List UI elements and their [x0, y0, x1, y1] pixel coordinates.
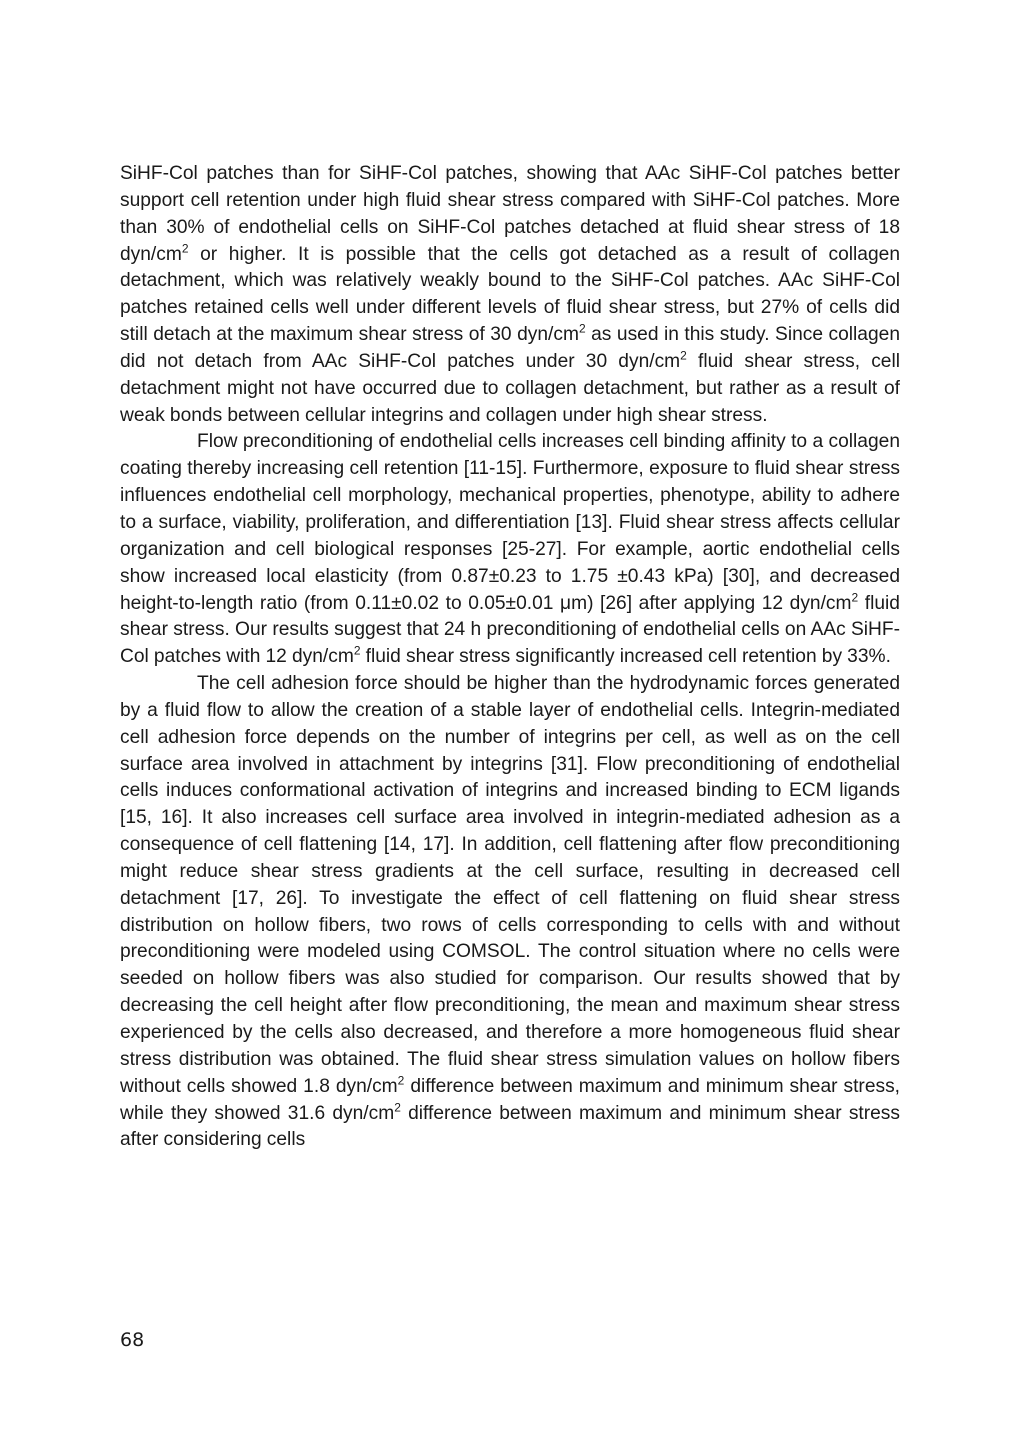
page-body [120, 161, 900, 1154]
paragraph-text: as used in this study. Since collagen did not detach from AAc SiHF-Col patches under 30 dyn/cm [120, 324, 900, 372]
paragraph-text: fluid shear stress significantly increased cell retention by 33%. [360, 646, 891, 668]
paragraph-text: difference between maximum and minimum shear stress after considering cells [120, 1102, 900, 1151]
superscript: 2 [394, 1100, 401, 1115]
paragraph-text: difference between maximum and minimum shear stress, while they showed 31.6 dyn/cm [120, 1075, 901, 1124]
paragraph-1 [120, 161, 900, 429]
paragraph-3 [120, 671, 900, 1154]
paragraph-text: SiHF-Col patches than for SiHF-Col patches, showing that AAc SiHF-Col patches better support cell retention under high fluid shear stress compared with SiHF-Col patches. More than 30% of endothelial cells on SiHF-Col patches detached at fluid shear stress of 18 dyn/cm [120, 163, 900, 265]
paragraph-text: The cell adhesion force should be higher than the hydrodynamic forces generated by a fluid flow to allow the creation of a stable layer of endothelial cells. Integrin-mediated cell adhesion force depends on the number of integrins per cell, as well as on the cell surface area involved in attachment by integrins [31]. Flow preconditioning of endothelial cells induces conformational activation of integrins and increased binding to ECM ligands [15, 16]. It also increases cell surface area involved in integrin-mediated adhesion as a consequence of cell flattening [14, 17]. In addition, cell flattening after flow preconditioning might reduce shear stress gradients at the cell surface, resulting in decreased cell detachment [17, 26]. To investigate the effect of cell flattening on fluid shear stress distribution on hollow fibers, two rows of cells corresponding to cells with and without preconditioning were modeled using COMSOL. The control situation where no cells were seeded on hollow fibers was also studied for comparison. Our results showed that by decreasing the cell height after flow preconditioning, the mean and maximum shear stress experienced by the cells also decreased, and therefore a more homogeneous fluid shear stress distribution was obtained. The fluid shear stress simulation values on hollow fibers without cells showed 1.8 dyn/cm [120, 673, 900, 1097]
superscript: 2 [397, 1073, 405, 1088]
paragraph-text: Flow preconditioning of endothelial cells increases cell binding affinity to a collagen coating thereby increasing cell retention [11-15]. Furthermore, exposure to fluid shear stress influences endothelial cell morphology, mechanical properties, phenotype, ability to adhere to a surface, viability, proliferation, and differentiation [13]. Fluid shear stress affects cellular organization and cell biological responses [25-27]. For example, aortic endothelial cells show increased local elasticity (from 0.87±0.23 to 1.75 ±0.43 kPa) [30], and decreased height-to-length ratio (from 0.11±0.02 to 0.05±0.01 μm) [26] after applying 12 dyn/cm [120, 431, 900, 614]
paragraph-text: fluid shear stress. Our results suggest that 24 h preconditioning of endothelial cells on AAc SiHF-Col patches with 12 dyn/cm [120, 592, 900, 668]
superscript: 2 [353, 643, 361, 658]
paragraph-2 [120, 429, 900, 671]
superscript: 2 [578, 321, 586, 336]
paragraph-text: fluid shear stress, cell detachment might not have occurred due to collagen detachment, but rather as a result of weak bonds between cellular integrins and collagen under high shear stress. [120, 350, 900, 426]
superscript: 2 [680, 348, 687, 363]
paragraph-text: or higher. It is possible that the cells got detached as a result of collagen detachment, which was relatively weakly bound to the SiHF-Col patches. AAc SiHF-Col patches retained cells well under different levels of fluid shear stress, but 27% of cells did still detach at the maximum shear stress of 30 dyn/cm [120, 243, 900, 346]
page-number: 68 [120, 1329, 145, 1351]
superscript: 2 [851, 590, 859, 605]
superscript: 2 [181, 241, 189, 256]
